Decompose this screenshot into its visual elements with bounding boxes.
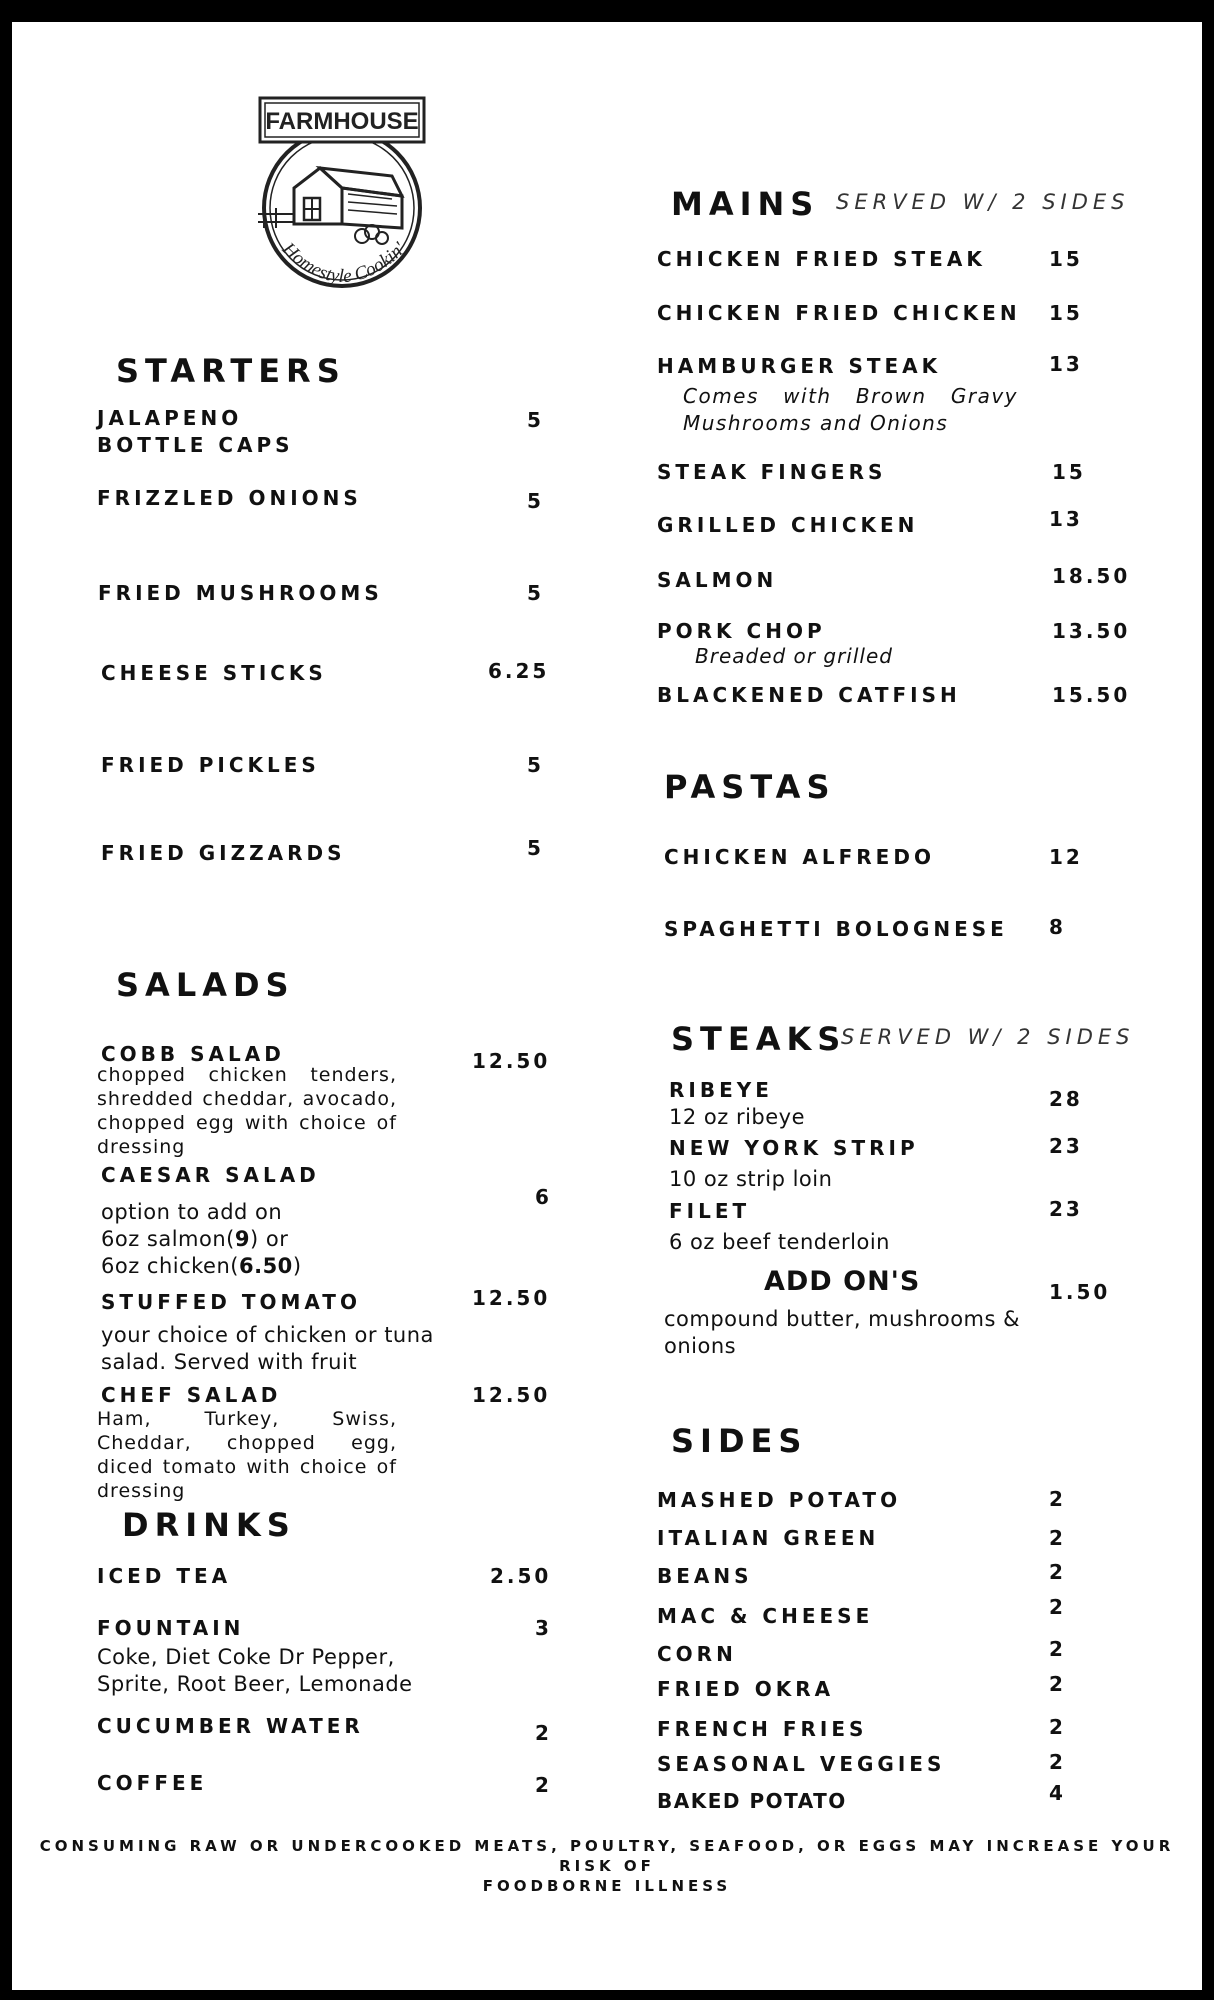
- drink-item-price: 3: [535, 1616, 552, 1640]
- pasta-item-name: CHICKEN ALFREDO: [664, 845, 935, 869]
- side-item-name: MAC & CHEESE: [657, 1604, 874, 1628]
- logo-tagline: Homestyle Cookin': [278, 238, 410, 288]
- starter-item-name: FRIED MUSHROOMS: [98, 581, 383, 605]
- main-item-name: PORK CHOP: [657, 619, 826, 643]
- main-item-price: 15: [1049, 247, 1083, 271]
- main-item-name: HAMBURGER STEAK: [657, 354, 942, 378]
- starter-item-price: 5: [527, 489, 544, 513]
- main-item-desc: Comes with Brown Gravy Mushrooms and Onions: [683, 384, 1018, 435]
- salads-heading: SALADS: [116, 966, 295, 1004]
- drink-item-name: ICED TEA: [97, 1564, 232, 1588]
- side-item-price: 2: [1049, 1715, 1066, 1739]
- side-item-price: 2: [1049, 1595, 1066, 1619]
- salad-item-price: 12.50: [472, 1049, 551, 1073]
- food-safety-disclaimer: CONSUMING RAW OR UNDERCOOKED MEATS, POULTRY, SEAFOOD, OR EGGS MAY INCREASE YOUR RISK OF FOODBORNE ILLNESS: [39, 1837, 1175, 1895]
- starter-item-price: 5: [527, 408, 544, 432]
- steak-item-price: 28: [1049, 1087, 1083, 1111]
- salad-item-name: STUFFED TOMATO: [101, 1290, 361, 1314]
- addons-heading: ADD ON'S: [764, 1266, 921, 1297]
- side-item-price: 2: [1049, 1487, 1066, 1511]
- starter-item-name: FRIED GIZZARDS: [101, 841, 346, 865]
- drinks-heading: DRINKS: [122, 1506, 296, 1544]
- salad-item-desc: Ham, Turkey, Swiss, Cheddar, chopped egg, diced tomato with choice of dressing: [97, 1408, 397, 1502]
- starter-item-price: 5: [527, 836, 544, 860]
- steak-item-price: 23: [1049, 1134, 1083, 1158]
- salad-item-price: 12.50: [472, 1383, 551, 1407]
- side-item-price: 2: [1049, 1750, 1066, 1774]
- pasta-item-price: 12: [1049, 845, 1083, 869]
- drink-item-price: 2: [535, 1721, 552, 1745]
- main-item-name: SALMON: [657, 568, 778, 592]
- side-item-name: CORN: [657, 1642, 737, 1666]
- drink-item-name: COFFEE: [97, 1771, 208, 1795]
- main-item-price: 15: [1049, 301, 1083, 325]
- starter-item-name: FRIZZLED ONIONS: [97, 486, 362, 510]
- mains-heading: MAINS: [671, 185, 820, 223]
- side-item-name: FRENCH FRIES: [657, 1717, 868, 1741]
- farmhouse-house-icon: [242, 96, 442, 326]
- salad-item-desc: chopped chicken tenders, shredded cheddar, avocado, chopped egg with choice of dressing: [97, 1064, 397, 1158]
- menu-page: [12, 22, 1202, 1990]
- side-item-name: BEANS: [657, 1564, 753, 1588]
- steak-item-price: 23: [1049, 1197, 1083, 1221]
- farmhouse-logo: [242, 96, 442, 326]
- starters-heading: STARTERS: [116, 352, 346, 390]
- side-item-price: 2: [1049, 1526, 1066, 1550]
- steak-item-name: FILET: [669, 1199, 751, 1223]
- drink-item-desc: Coke, Diet Coke Dr Pepper, Sprite, Root Beer, Lemonade: [97, 1645, 413, 1696]
- main-item-price: 13: [1049, 507, 1083, 531]
- salad-item-desc: your choice of chicken or tuna salad. Served with fruit: [101, 1323, 434, 1374]
- side-item-name: MASHED POTATO: [657, 1488, 902, 1512]
- drink-item-price: 2.50: [490, 1564, 552, 1588]
- starter-item-price: 5: [527, 753, 544, 777]
- logo-brand: FARMHOUSE: [265, 108, 419, 135]
- side-item-price: 2: [1049, 1560, 1066, 1584]
- starter-item-price: 6.25: [488, 659, 550, 683]
- steak-item-desc: 10 oz strip loin: [669, 1167, 833, 1191]
- addons-price: 1.50: [1049, 1280, 1111, 1304]
- side-item-name: FRIED OKRA: [657, 1677, 835, 1701]
- starter-item-name: CHEESE STICKS: [101, 661, 327, 685]
- sides-heading: SIDES: [671, 1422, 808, 1460]
- steak-item-name: RIBEYE: [669, 1078, 773, 1102]
- side-item-name: ITALIAN GREEN: [657, 1526, 880, 1550]
- pastas-heading: PASTAS: [664, 768, 836, 806]
- main-item-desc: Breaded or grilled: [695, 644, 893, 668]
- starter-item-name: FRIED PICKLES: [101, 753, 320, 777]
- side-item-price: 4: [1049, 1781, 1066, 1805]
- main-item-price: 15: [1052, 460, 1086, 484]
- starter-item-price: 5: [527, 581, 544, 605]
- pasta-item-price: 8: [1049, 915, 1066, 939]
- main-item-name: STEAK FINGERS: [657, 460, 887, 484]
- steak-item-desc: 12 oz ribeye: [669, 1105, 806, 1129]
- side-item-name: SEASONAL VEGGIES: [657, 1752, 946, 1776]
- main-item-price: 15.50: [1052, 683, 1131, 707]
- salad-item-name: CAESAR SALAD: [101, 1163, 320, 1187]
- side-item-price: 2: [1049, 1637, 1066, 1661]
- drink-item-name: CUCUMBER WATER: [97, 1714, 364, 1738]
- main-item-name: CHICKEN FRIED STEAK: [657, 247, 986, 271]
- addons-desc: compound butter, mushrooms & onions: [664, 1307, 1020, 1358]
- side-item-price: 2: [1049, 1672, 1066, 1696]
- main-item-price: 13.50: [1052, 619, 1131, 643]
- salad-item-name: CHEF SALAD: [101, 1383, 282, 1407]
- salad-item-name: COBB SALAD: [101, 1042, 285, 1066]
- steak-item-desc: 6 oz beef tenderloin: [669, 1230, 890, 1254]
- main-item-price: 18.50: [1052, 564, 1131, 588]
- drink-item-name: FOUNTAIN: [97, 1616, 245, 1640]
- steaks-heading: STEAKS: [671, 1020, 847, 1058]
- main-item-price: 13: [1049, 352, 1083, 376]
- mains-subtitle: SERVED W/ 2 SIDES: [836, 190, 1130, 214]
- steak-item-name: NEW YORK STRIP: [669, 1136, 919, 1160]
- steaks-subtitle: SERVED W/ 2 SIDES: [841, 1025, 1135, 1049]
- salad-item-price: 6: [535, 1185, 552, 1209]
- svg-text:Homestyle Cookin': [277, 238, 410, 287]
- main-item-name: BLACKENED CATFISH: [657, 683, 961, 707]
- starter-item-name: JALAPENO BOTTLE CAPS: [97, 406, 294, 457]
- salad-item-desc: option to add on 6oz salmon(9) or 6oz chicken(6.50): [101, 1200, 302, 1278]
- pasta-item-name: SPAGHETTI BOLOGNESE: [664, 917, 1008, 941]
- side-item-name: BAKED POTATO: [657, 1789, 847, 1813]
- main-item-name: CHICKEN FRIED CHICKEN: [657, 301, 1021, 325]
- salad-item-price: 12.50: [472, 1286, 551, 1310]
- main-item-name: GRILLED CHICKEN: [657, 513, 919, 537]
- drink-item-price: 2: [535, 1773, 552, 1797]
